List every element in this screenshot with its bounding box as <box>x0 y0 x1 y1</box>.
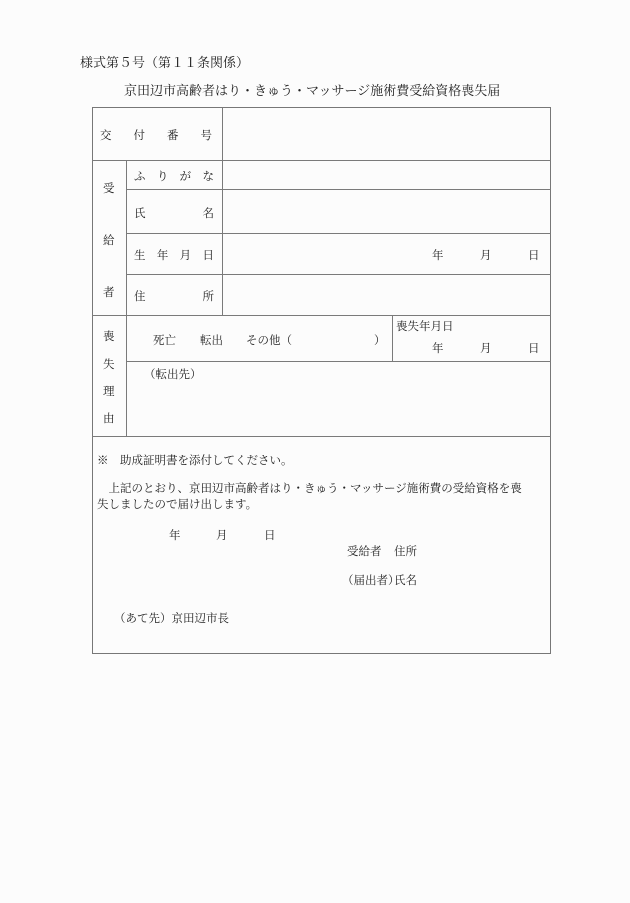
divider <box>222 107 223 315</box>
addressee: （あて先）京田辺市長 <box>114 611 229 625</box>
label-char: り <box>156 169 169 183</box>
filer-name-label: 氏名 <box>394 573 417 587</box>
furigana-label <box>134 168 214 184</box>
recipient-label-char: 給 <box>103 233 115 247</box>
divider <box>392 315 393 361</box>
label-char: 日 <box>202 248 214 262</box>
divider <box>126 233 551 234</box>
statement-line-1: 上記のとおり、京田辺市高齢者はり・きゅう・マッサージ施術費の受給資格を喪 <box>97 481 522 495</box>
label-char: 年 <box>156 248 169 262</box>
label-char: 名 <box>202 206 214 220</box>
option-other[interactable]: その他（ <box>246 333 292 347</box>
statement-line-2: 失しましたので届け出します。 <box>97 497 258 511</box>
label-char: 月 <box>179 248 192 262</box>
attachment-note: ※ 助成証明書を添付してください。 <box>97 453 293 467</box>
recipient-label-char: 者 <box>103 285 115 299</box>
divider <box>92 436 551 437</box>
loss-date-label: 喪失年月日 <box>396 319 454 333</box>
option-other-close: ） <box>374 333 386 347</box>
label-char: 付 <box>133 128 145 142</box>
label-char: ふ <box>134 169 146 183</box>
birthdate-day-unit: 日 <box>528 248 540 262</box>
filer-label: （届出者） <box>342 573 400 587</box>
label-char: 交 <box>100 128 112 142</box>
loss-date-year-unit: 年 <box>432 341 444 355</box>
label-char: 番 <box>167 128 179 142</box>
divider <box>126 189 551 190</box>
issue-number-label <box>100 127 212 143</box>
loss-reason-label-char: 由 <box>103 411 115 425</box>
name-label <box>134 205 214 221</box>
label-char: 住 <box>134 289 146 303</box>
option-death[interactable]: 死亡 <box>153 333 176 347</box>
option-moved-out[interactable]: 転出 <box>200 333 223 347</box>
submission-month-unit: 月 <box>216 528 228 542</box>
form-number: 様式第５号（第１１条関係） <box>80 56 250 71</box>
divider <box>126 361 551 362</box>
divider <box>126 274 551 275</box>
loss-date-day-unit: 日 <box>528 341 540 355</box>
divider <box>126 160 127 436</box>
label-char: が <box>179 169 192 183</box>
label-char: 氏 <box>134 206 146 220</box>
submission-year-unit: 年 <box>169 528 181 542</box>
recipient-label-char: 受 <box>103 181 115 195</box>
loss-reason-label-char: 理 <box>103 384 115 398</box>
birthdate-label <box>134 247 214 263</box>
label-char: 生 <box>134 248 146 262</box>
moved-to-label: （転出先） <box>144 367 202 381</box>
divider <box>92 315 551 316</box>
divider <box>92 160 551 161</box>
form-title: 京田辺市高齢者はり・きゅう・マッサージ施術費受給資格喪失届 <box>124 84 501 99</box>
birthdate-year-unit: 年 <box>432 248 444 262</box>
recipient-label: 受給者 <box>347 544 382 558</box>
birthdate-month-unit: 月 <box>480 248 492 262</box>
loss-reason-label-char: 失 <box>103 357 115 371</box>
loss-date-month-unit: 月 <box>480 341 492 355</box>
label-char: 号 <box>200 128 212 142</box>
address-label <box>134 288 214 304</box>
submission-day-unit: 日 <box>264 528 276 542</box>
recipient-address-label: 住所 <box>394 544 417 558</box>
loss-reason-label-char: 喪 <box>103 329 115 343</box>
label-char: 所 <box>202 289 214 303</box>
label-char: な <box>202 169 214 183</box>
